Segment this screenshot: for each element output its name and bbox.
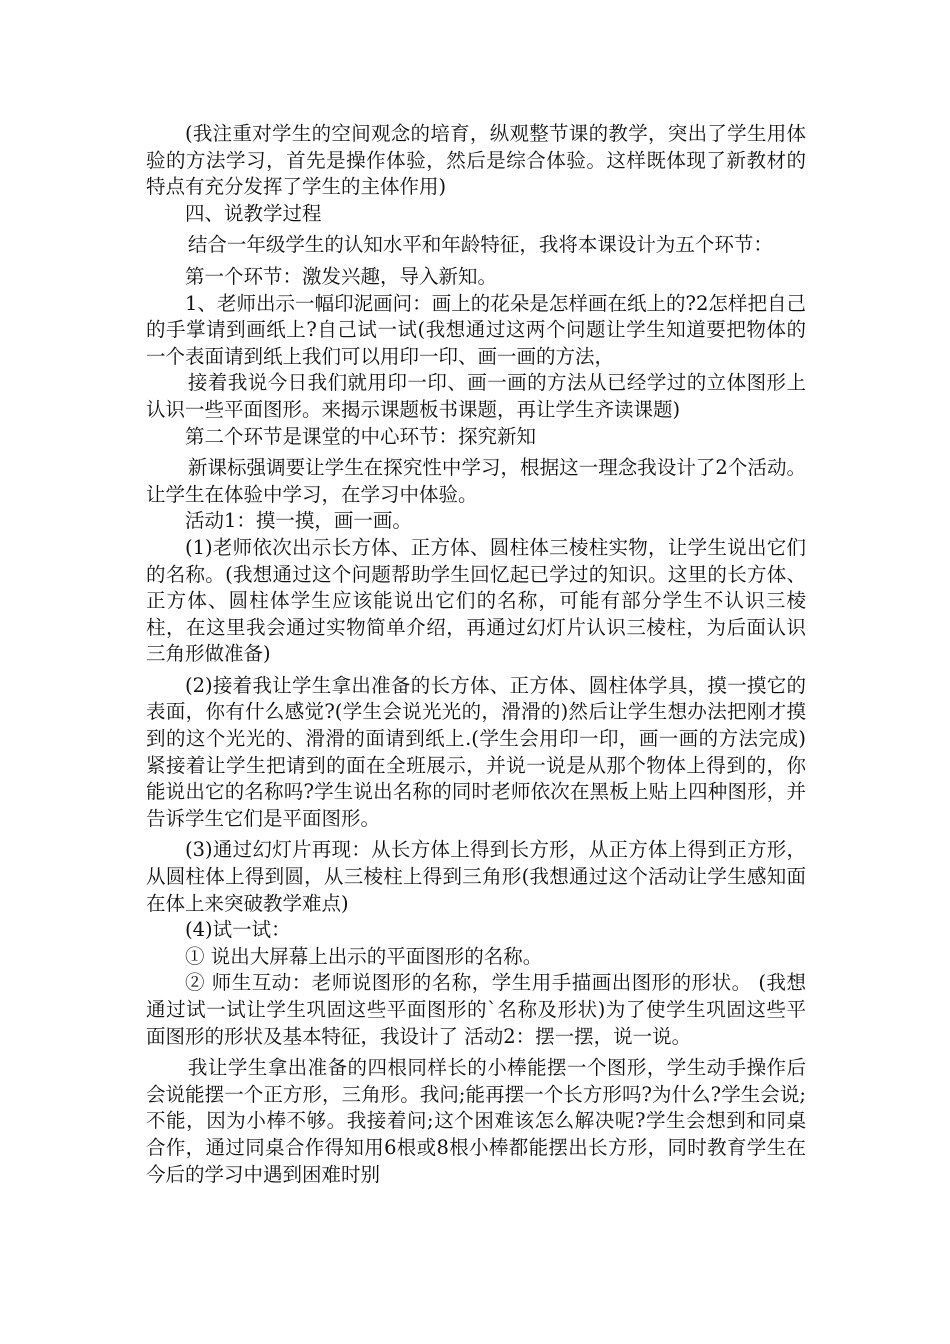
paragraph-step-2: (2)接着我让学生拿出准备的长方体、正方体、圆柱体学具，摸一摸它的表面，你有什么感觉?(学生会说光光的，滑滑的)然后让学生想办法把刚才摸到的这个光光的、滑滑的面请到纸上.(学生会用印一印，画一画的方法完成)紧接着让学生把请到的面在全班展示，并说一说是从那个物体上得到的，你能说出它的名称吗?学生说出名称的同时老师依次在黑板上贴上四种图形，并告诉学生它们是平面图形。 (146, 673, 806, 830)
paragraph-activity-one: 活动1：摸一摸，画一画。 (185, 509, 412, 533)
document-body (146, 121, 806, 1188)
paragraph-ink-painting: 1、老师出示一幅印泥画问：画上的花朵是怎样画在纸上的?2怎样把自己的手掌请到画纸上?自己试一试(我想通过这两个问题让学生知道要把物体的一个表面请到纸上我们可以用印一印、画一画的方法， (146, 291, 806, 368)
paragraph-item-1: ① 说出大屏幕上出示的平面图形的名称。 (185, 944, 543, 968)
paragraph-topic-reveal: 接着我说今日我们就用印一印、画一画的方法从已经学过的立体图形上认识一些平面图形。来揭示课题板书课题，再让学生齐读课题) (146, 371, 806, 421)
paragraph-stage-two: 第二个环节是课堂的中心环节：探究新知 (185, 424, 537, 448)
paragraph-intro-note: (我注重对学生的空间观念的培育，纵观整节课的教学，突出了学生用体验的方法学习，首先是操作体验，然后是综合体验。这样既体现了新教材的特点有充分发挥了学生的主体作用) (146, 122, 806, 199)
paragraph-new-curriculum: 新课标强调要让学生在探究性中学习，根据这一理念我设计了2个活动。让学生在体验中学习，在学习中体验。 (146, 456, 806, 506)
paragraph-sticks-activity: 我让学生拿出准备的四根同样长的小棒能摆一个图形，学生动手操作后会说能摆一个正方形，三角形。我问;能再摆一个长方形吗?为什么?学生会说;不能，因为小棒不够。我接着问;这个困难该怎么解决呢?学生会想到和同桌合作，通过同桌合作得知用6根或8根小棒都能摆出长方形，同时教育学生在今后的学习中遇到困难时别 (146, 1056, 806, 1186)
paragraph-stage-one: 第一个环节：激发兴趣，导入新知。 (185, 264, 498, 288)
paragraph-step-3: (3)通过幻灯片再现：从长方体上得到长方形，从正方体上得到正方形，从圆柱体上得到圆，从三棱柱上得到三角形(我想通过这个活动让学生感知面在体上来突破教学难点) (146, 838, 806, 915)
paragraph-item-2: ② 师生互动：老师说图形的名称，学生用手描画出图形的形状。 (我想通过试一试让学生巩固这些平面图形的`名称及形状)为了使学生巩固这些平面图形的形状及基本特征，我设计了 活动2：摆一摆，说一说。 (146, 971, 806, 1048)
paragraph-step-4: (4)试一试： (185, 918, 291, 942)
paragraph-five-stages: 结合一年级学生的认知水平和年龄特征，我将本课设计为五个环节： (187, 233, 773, 257)
section-heading-teaching-process: 四、说教学过程 (185, 201, 322, 225)
paragraph-step-1: (1)老师依次出示长方体、正方体、圆柱体三棱柱实物，让学生说出它们的名称。(我想通过这个问题帮助学生回忆起已学过的知识。这里的长方体、正方体、圆柱体学生应该能说出它们的名称，可能有部分学生不认识三棱柱，在这里我会通过实物简单介绍，再通过幻灯片认识三棱柱，为后面认识三角形做准备) (146, 535, 806, 666)
